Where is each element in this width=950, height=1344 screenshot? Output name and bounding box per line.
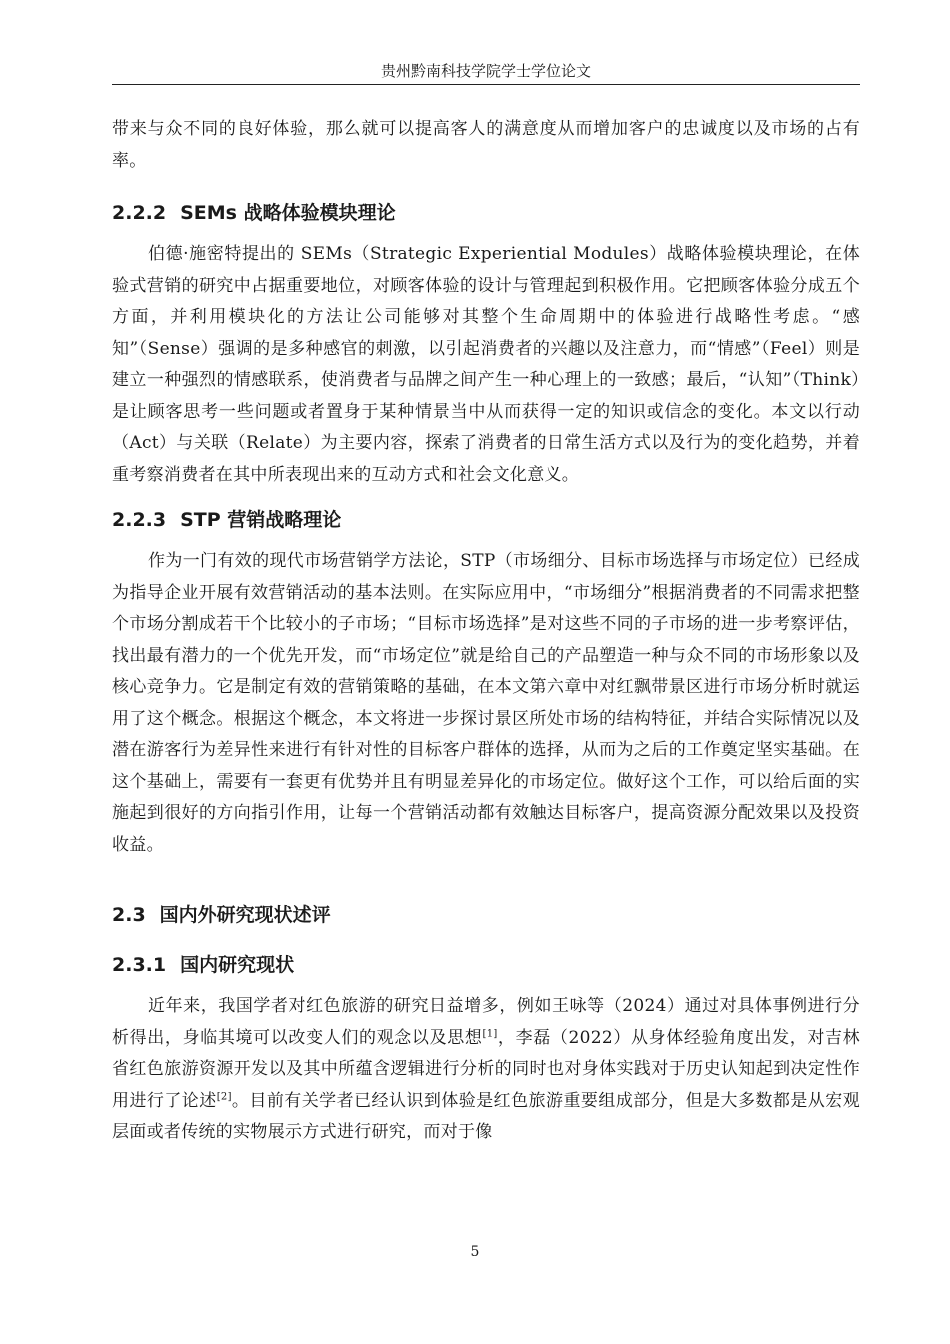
- section-title: SEMs 战略体验模块理论: [180, 202, 396, 224]
- paragraph-text: 。目前有关学者已经认识到体验是红色旅游重要组成部分，但是大多数都是从宏观层面或者传统的实物展示方式进行研究，而对于像: [112, 1090, 860, 1142]
- section-heading-2-2-3: [112, 507, 860, 533]
- running-header: 贵州黔南科技学院学士学位论文: [112, 60, 860, 85]
- section-title: 国内外研究现状述评: [159, 904, 331, 926]
- section-title: STP 营销战略理论: [180, 509, 342, 531]
- section-title: 国内研究现状: [180, 954, 295, 976]
- section-number: 2.3.1: [112, 954, 167, 976]
- page-body: [112, 114, 860, 1149]
- section-heading-2-3-1: [112, 952, 860, 978]
- paragraph-continued: 带来与众不同的良好体验，那么就可以提高客人的满意度从而增加客户的忠诚度以及市场的占有率。: [112, 119, 860, 171]
- paragraph-text: 近年来，我国学者对红色旅游的研究日益增多，例如王咏等（2024）通过对具体事例进行分析得出，身临其境可以改变人们的观念以及思想: [112, 996, 860, 1048]
- section-heading-2-3: [112, 902, 860, 928]
- page-number: 5: [470, 1244, 480, 1260]
- section-number: 2.3: [112, 904, 146, 926]
- citation-ref-1: [1]: [482, 1027, 498, 1039]
- paragraph-sems: 伯德·施密特提出的 SEMs（Strategic Experiential Modules）战略体验模块理论，在体验式营销的研究中占据重要地位，对顾客体验的设计与管理起到积极作用。它把顾客体验分成五个方面，并利用模块化的方法让公司能够对其整个生命周期中的体验进行战略性考虑。“感知”（Sense）强调的是多种感官的刺激，以引起消费者的兴趣以及注意力，而“情感”（Feel）则是建立一种强烈的情感联系，使消费者与品牌之间产生一种心理上的一致感；最后，“认知”（Think）是让顾客思考一些问题或者置身于某种情景当中从而获得一定的知识或信念的变化。本文以行动（Act）与关联（Relate）为主要内容，探索了消费者的日常生活方式以及行为的变化趋势，并着重考察消费者在其中所表现出来的互动方式和社会文化意义。: [112, 244, 860, 485]
- section-heading-2-2-2: [112, 200, 860, 226]
- paragraph-stp: 作为一门有效的现代市场营销学方法论，STP（市场细分、目标市场选择与市场定位）已经成为指导企业开展有效营销活动的基本法则。在实际应用中，“市场细分”根据消费者的不同需求把整个市场分割成若干个比较小的子市场；“目标市场选择”是对这些不同的子市场的进一步考察评估，找出最有潜力的一个优先开发，而“市场定位”就是给自己的产品塑造一种与众不同的市场形象以及核心竞争力。它是制定有效的营销策略的基础，在本文第六章中对红飘带景区进行市场分析时就运用了这个概念。根据这个概念，本文将进一步探讨景区所处市场的结构特征，并结合实际情况以及潜在游客行为差异性来进行有针对性的目标客户群体的选择，从而为之后的工作奠定坚实基础。在这个基础上，需要有一套更有优势并且有明显差异化的市场定位。做好这个工作，可以给后面的实施起到很好的方向指引作用，让每一个营销活动都有效触达目标客户，提高资源分配效果以及投资收益。: [112, 551, 860, 855]
- section-number: 2.2.3: [112, 509, 167, 531]
- citation-ref-2: [2]: [216, 1090, 232, 1102]
- section-number: 2.2.2: [112, 202, 167, 224]
- paragraph-text: ，李磊（2022）从身体经验角度出发，对吉林省红色旅游资源开发以及其中所蕴含逻辑进行分析的同时也对身体实践对于历史认知起到决定性作用进行了论述: [112, 1027, 860, 1111]
- paragraph-domestic-research: [112, 991, 860, 1149]
